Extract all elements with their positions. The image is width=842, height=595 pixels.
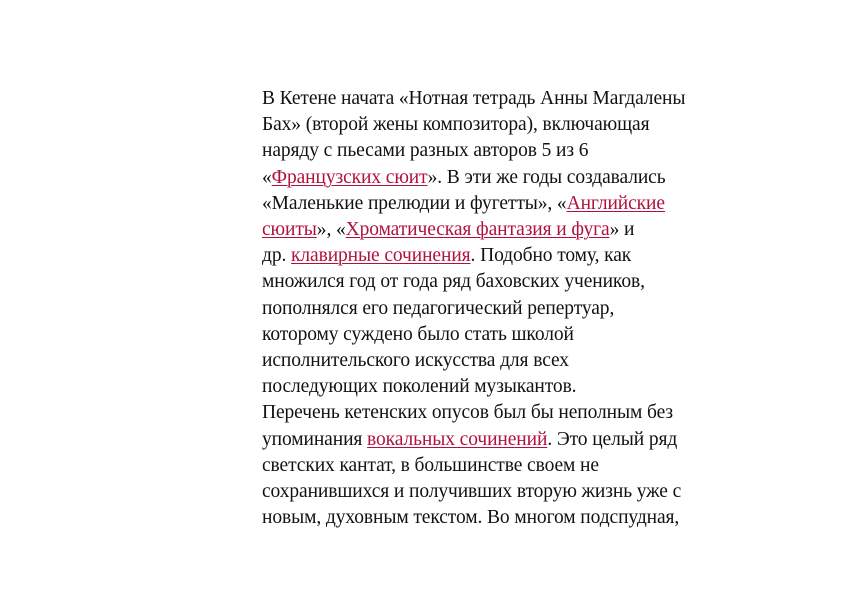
text-segment: ». В эти же годы создавались <box>427 166 666 188</box>
text-line <box>262 191 762 217</box>
text-line <box>262 479 762 505</box>
link-keyboard-works[interactable]: клавирные сочинения <box>291 245 471 267</box>
text-line <box>262 112 762 138</box>
text-segment: новым, духовным текстом. Во многом подспудная, <box>262 507 680 529</box>
text-segment: В Кетене начата «Нотная тетрадь Анны Магдалены <box>262 88 686 109</box>
link-english-suites-cont[interactable]: сюиты <box>262 219 317 241</box>
text-segment: « <box>262 166 272 188</box>
text-line <box>262 427 762 453</box>
text-line <box>262 374 762 400</box>
text-segment: др. <box>262 245 292 267</box>
text-line <box>262 400 762 426</box>
text-segment: «Маленькие прелюдии и фугетты», « <box>262 192 567 214</box>
text-line <box>262 322 762 348</box>
text-line <box>262 505 762 531</box>
text-segment: множился год от года ряд баховских учеников, <box>262 271 645 293</box>
text-line <box>262 269 762 295</box>
text-line <box>262 348 762 374</box>
text-segment: . Это целый ряд <box>547 428 678 450</box>
link-english-suites[interactable]: Английские <box>566 192 665 214</box>
text-line <box>262 138 762 164</box>
text-segment: Бах» (второй жены композитора), включающая <box>262 114 650 136</box>
text-segment: исполнительского искусства для всех <box>262 350 569 372</box>
text-line <box>262 296 762 322</box>
text-segment: », « <box>316 219 346 241</box>
text-segment: упоминания <box>262 428 368 450</box>
text-segment: . Подобно тому, как <box>470 245 632 267</box>
body-text <box>262 86 762 531</box>
text-line <box>262 86 762 112</box>
text-segment: светских кантат, в большинстве своем не <box>262 454 599 476</box>
text-segment: сохранившихся и получивших вторую жизнь уже с <box>262 481 682 503</box>
text-segment: наряду с пьесами разных авторов 5 из 6 <box>262 140 589 162</box>
text-line <box>262 217 762 243</box>
text-segment: последующих поколений музыкантов. <box>262 376 577 398</box>
text-line <box>262 243 762 269</box>
text-segment: » и <box>609 219 635 241</box>
text-line <box>262 165 762 191</box>
link-vocal-works[interactable]: вокальных сочинений <box>367 428 548 450</box>
text-segment: пополнялся его педагогический репертуар, <box>262 297 615 319</box>
text-segment: которому суждено было стать школой <box>262 323 574 345</box>
text-line <box>262 453 762 479</box>
text-segment: Перечень кетенских опусов был бы неполным без <box>262 402 673 424</box>
link-french-suites[interactable]: Французских сюит <box>271 166 428 188</box>
link-chromatic-fantasia[interactable]: Хроматическая фантазия и фуга <box>345 219 610 241</box>
